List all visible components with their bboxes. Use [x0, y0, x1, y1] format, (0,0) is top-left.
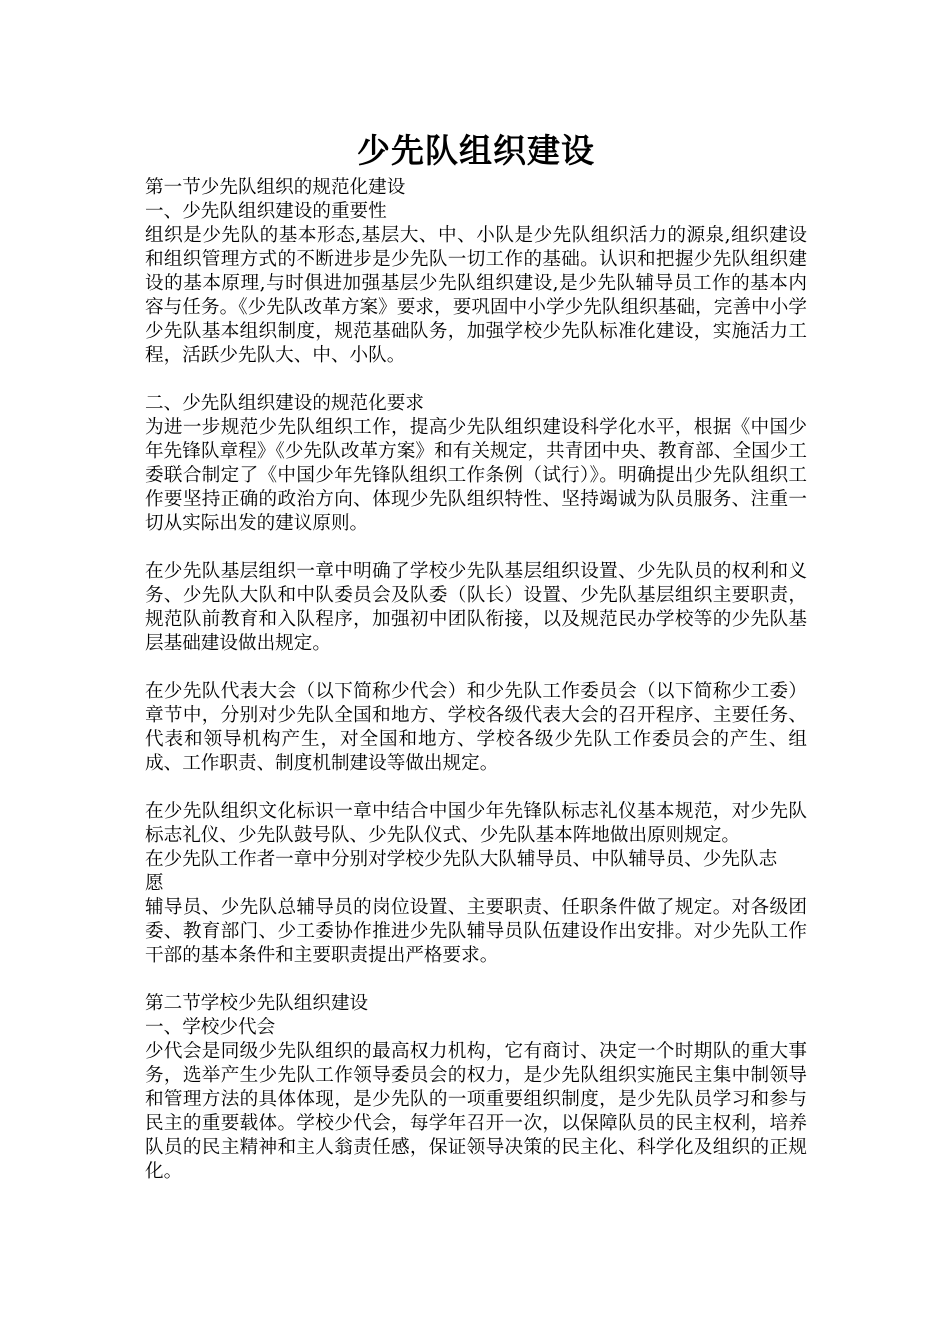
section-1-paragraph-1: 组织是少先队的基本形态,基层大、中、小队是少先队组织活力的源泉,组织建设和组织管理方式的不断进步是少先队一切工作的基础。认识和把握少先队组织建设的基本原理,与时俱进加强基层少先队组织建设,是少先队辅导员工作的基本内容与任务。《少先队改革方案》要求，要巩固中小学少先队组织基础，完善中小学少先队基本组织制度，规范基础队务，加强学校少先队标准化建设，实施活力工程，活跃少先队大、中、小队。: [145, 225, 807, 366]
paragraph-spacer: [145, 536, 807, 560]
section-1-paragraph-7: 辅导员、少先队总辅导员的岗位设置、主要职责、任职条件做了规定。对各级团委、教育部门、少工委协作推进少先队辅导员队伍建设作出安排。对少先队工作干部的基本条件和主要职责提出严格要求。: [145, 897, 807, 966]
section-1-paragraph-3: 在少先队基层组织一章中明确了学校少先队基层组织设置、少先队员的权利和义务、少先队大队和中队委员会及队委（队长）设置、少先队基层组织主要职责，规范队前教育和入队程序，加强初中团队衔接，以及规范民办学校等的少先队基层基础建设做出规定。: [145, 561, 807, 654]
paragraph-spacer: [145, 656, 807, 680]
document-page: [145, 128, 807, 1184]
section-1-subheading-1: 一、少先队组织建设的重要性: [145, 201, 387, 222]
section-1-paragraph-2: 为进一步规范少先队组织工作，提高少先队组织建设科学化水平，根据《中国少年先锋队章程》《少先队改革方案》和有关规定，共青团中央、教育部、全国少工委联合制定了《中国少年先锋队组织工作条例（试行）》。明确提出少先队组织工作要坚持正确的政治方向、体现少先队组织特性、坚持竭诚为队员服务、注重一切从实际出发的建议原则。: [145, 417, 807, 534]
section-2-heading: 第二节学校少先队组织建设: [145, 993, 369, 1014]
section-2-subheading-1: 一、学校少代会: [145, 1017, 276, 1038]
paragraph-spacer: [145, 368, 807, 392]
section-1-paragraph-4: 在少先队代表大会（以下简称少代会）和少先队工作委员会（以下简称少工委）章节中，分别对少先队全国和地方、学校各级代表大会的召开程序、主要任务、代表和领导机构产生，对全国和地方、学校各级少先队工作委员会的产生、组成、工作职责、制度机制建设等做出规定。: [145, 681, 807, 774]
section-1-paragraph-6-line-2: 愿: [145, 873, 164, 894]
paragraph-spacer: [145, 968, 807, 992]
section-1-paragraph-5: 在少先队组织文化标识一章中结合中国少年先锋队标志礼仪基本规范，对少先队标志礼仪、少先队鼓号队、少先队仪式、少先队基本阵地做出原则规定。: [145, 801, 807, 846]
paragraph-spacer: [145, 776, 807, 800]
section-1-heading: 第一节少先队组织的规范化建设: [145, 177, 406, 198]
section-1-paragraph-6-line-1: 在少先队工作者一章中分别对学校少先队大队辅导员、中队辅导员、少先队志: [145, 849, 778, 870]
section-2-paragraph-1: 少代会是同级少先队组织的最高权力机构，它有商讨、决定一个时期队的重大事务，选举产生少先队工作领导委员会的权力，是少先队组织实施民主集中制领导和管理方法的具体体现，是少先队的一项重要组织制度，是少先队员学习和参与民主的重要载体。学校少代会，每学年召开一次，以保障队员的民主权利，培养队员的民主精神和主人翁责任感，保证领导决策的民主化、科学化及组织的正规化。: [145, 1041, 807, 1182]
section-1-subheading-2: 二、少先队组织建设的规范化要求: [145, 393, 424, 414]
document-title: 少先队组织建设: [357, 131, 595, 170]
